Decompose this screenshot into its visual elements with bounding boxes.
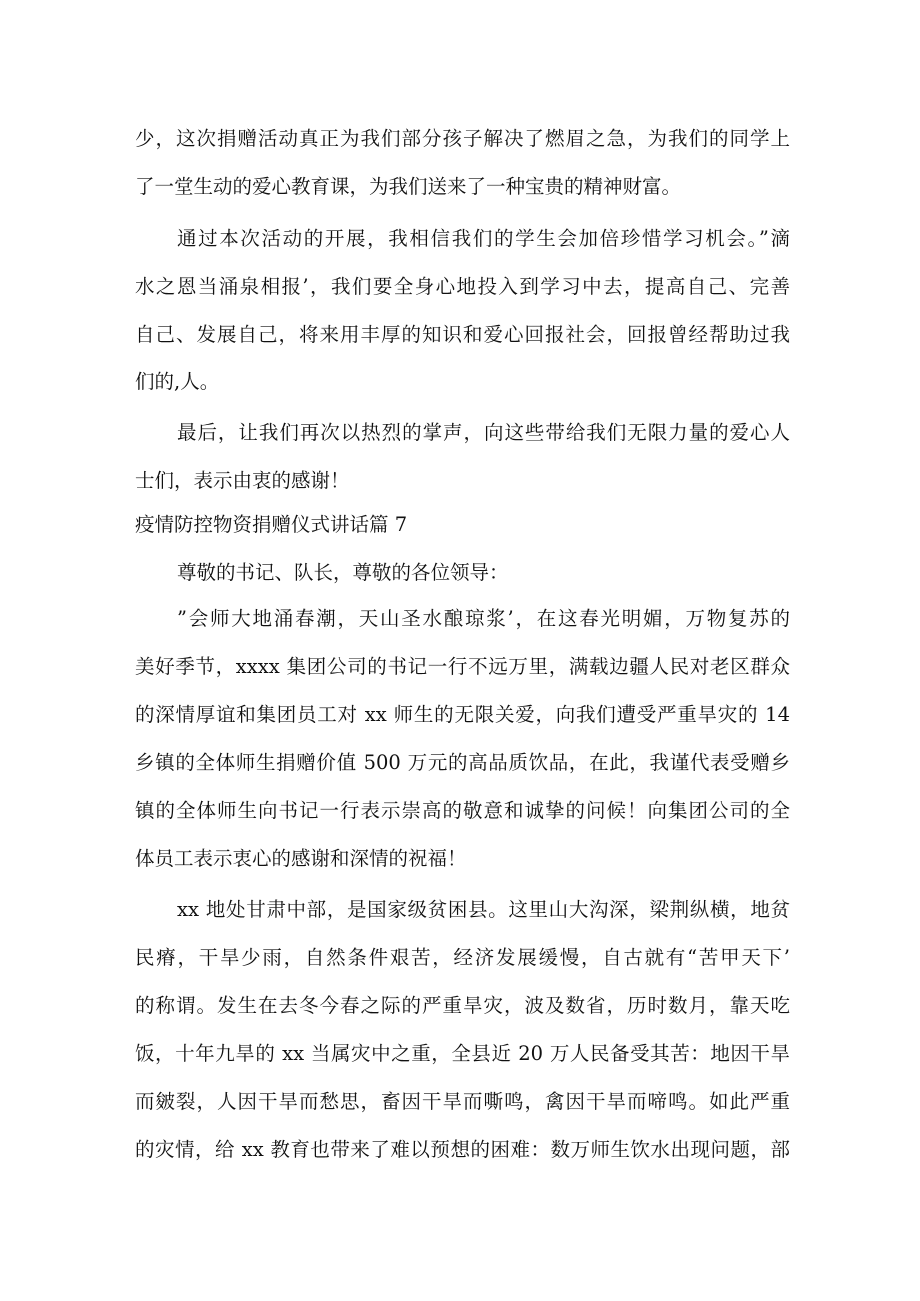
paragraph-line: 们的,人。 xyxy=(135,370,220,393)
paragraph-line: 自己、发展自己，将来用丰厚的知识和爱心回报社会，回报曾经帮助过我 xyxy=(135,323,790,346)
paragraph-line: 士们，表示由衷的感谢！ xyxy=(135,469,350,492)
paragraph-line: 民瘠，干旱少雨，自然条件艰苦，经济发展缓慢，自古就有“苦甲天下’ xyxy=(135,946,790,969)
paragraph-line: 乡镇的全体师生捐赠价值 500 万元的高品质饮品，在此，我谨代表受赠乡 xyxy=(135,751,790,774)
paragraph-line: 少，这次捐赠活动真正为我们部分孩子解决了燃眉之急，为我们的同学上 xyxy=(135,127,790,150)
paragraph-line: 的灾情，给 xx 教育也带来了难以预想的困难：数万师生饮水出现问题，部 xyxy=(135,1138,790,1161)
paragraph-line: 饭，十年九旱的 xx 当属灾中之重，全县近 20 万人民备受其苦：地因干旱 xyxy=(135,1042,790,1065)
paragraph-line: ”会师大地涌春潮，天山圣水酿琼浆’，在这春光明媚，万物复苏的 xyxy=(177,607,790,630)
paragraph-line: 的称谓。发生在去冬今春之际的严重旱灾，波及数省，历时数月，靠天吃 xyxy=(135,994,790,1017)
paragraph-line: 而皴裂，人因干旱而愁思，畜因干旱而嘶鸣，禽因干旱而啼鸣。如此严重 xyxy=(135,1090,790,1113)
paragraph-line: 镇的全体师生向书记一行表示崇高的敬意和诚挚的问候！向集团公司的全 xyxy=(135,799,790,822)
paragraph-line: 体员工表示衷心的感谢和深情的祝福！ xyxy=(135,847,467,870)
paragraph-line: 尊敬的书记、队长，尊敬的各位领导： xyxy=(177,561,509,584)
paragraph-line: 美好季节，xxxx 集团公司的书记一行不远万里，满载边疆人民对老区群众 xyxy=(135,655,790,678)
paragraph-line: 通过本次活动的开展，我相信我们的学生会加倍珍惜学习机会。”滴 xyxy=(177,227,790,250)
paragraph-line: 最后，让我们再次以热烈的掌声，向这些带给我们无限力量的爱心人 xyxy=(177,421,790,444)
paragraph-line: 水之恩当涌泉相报’，我们要全身心地投入到学习中去，提高自己、完善 xyxy=(135,275,790,298)
paragraph-line: xx 地处甘肃中部，是国家级贫困县。这里山大沟深，梁荆纵横，地贫 xyxy=(177,898,790,921)
paragraph-line: 的深情厚谊和集团员工对 xx 师生的无限关爱，向我们遭受严重旱灾的 14 xyxy=(135,703,790,726)
section-heading: 疫情防控物资捐赠仪式讲话篇 7 xyxy=(135,513,408,536)
paragraph-line: 了一堂生动的爱心教育课，为我们送来了一种宝贵的精神财富。 xyxy=(135,175,682,198)
